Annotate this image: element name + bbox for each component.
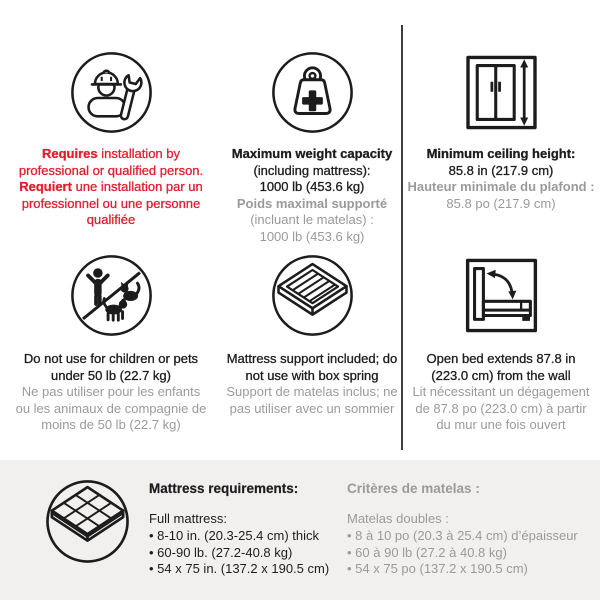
no-children-text-fr: moins de 50 lb (22.7 kg) [41,417,181,432]
ceiling-text-fr: 85.8 po (217.9 cm) [446,195,556,211]
no-children-text-en: Do not use for children or pets [23,351,199,366]
ceiling-text-en: Minimum ceiling height: [426,146,576,161]
open-bed-text-fr: de 87.8 po (223.0 cm) à partir [415,400,587,416]
mattress-support-text-en: Mattress support included; do [226,351,398,366]
installation-text-fr: qualifiée [86,212,136,227]
open-bed-text-en: (223.0 cm) from the wall [431,367,571,383]
mattress-icon [44,478,131,565]
spec-thickness-fr: • 8 à 10 po (20.3 à 25.4 cm) d’épaisseur [347,528,578,545]
mattress-support-text-en: not use with box spring [245,367,379,383]
spec-dimensions-en: • 54 x 75 in. (137.2 x 190.5 cm) [149,561,347,578]
installation-text-fr: professionnel ou une personne [21,195,201,211]
mattress-requirements-en [149,476,347,578]
vertical-divider [401,25,403,450]
section-open-bed [402,212,600,460]
mattress-requirements-columns [149,476,578,578]
weight-capacity-icon [270,50,355,135]
mattress-requirements-title: Mattress requirements: [149,481,299,496]
no-children-text-fr: Ne pas utiliser pour les enfants [21,384,201,399]
section-ceiling-height [402,0,600,212]
mattress-requirements-fr [347,476,578,578]
full-mattress-label: Full mattress: [149,511,228,526]
spec-weight-fr: • 60 à 90 lb (27.2 à 40.8 kg) [347,545,578,562]
max-weight-text-fr: (incluant le matelas) : [250,212,374,227]
mattress-support-text-fr: pas utiliser avec un sommier [229,400,395,416]
section-max-weight [222,0,402,244]
mattress-specs-list-fr [347,528,578,578]
no-children-pets-icon [69,253,154,338]
section-mattress-support [222,212,402,460]
spec-thickness-en: • 8-10 in. (20.3-25.4 cm) thick [149,528,347,545]
ceiling-height-icon [463,50,540,135]
section-no-children-pets [0,212,222,460]
spec-weight-en: • 60-90 lb. (27.2-40.8 kg) [149,545,347,562]
spec-dimensions-fr: • 54 x 75 po (137.2 x 190.5 cm) [347,561,578,578]
max-weight-text-fr: 1000 lb (453.6 kg) [259,228,365,244]
section-installation [0,0,222,227]
max-weight-text-fr: Poids maximal supporté [236,195,388,211]
mattress-requirements-band [0,460,600,600]
no-children-text-fr: ou les animaux de compagnie de [15,400,207,416]
open-bed-text-fr: du mur une fois ouvert [436,417,566,432]
open-bed-icon [463,253,540,338]
open-bed-text-fr: Lit nécessitant un dégagement [412,384,590,399]
mattress-requirements-title-fr: Critères de matelas : [347,481,480,496]
no-children-text-en: under 50 lb (22.7 kg) [51,367,171,383]
installation-text-fr: Requiert une installation par un [19,179,203,194]
installation-text-en: Requires installation by [41,146,181,161]
mattress-support-icon [270,253,355,338]
mattress-support-text-fr: Support de matelas inclus; ne [226,384,398,399]
ceiling-text-fr: Hauteur minimale du plafond : [407,179,595,194]
mattress-specs-list-en [149,528,347,578]
ceiling-text-en: 85.8 in (217.9 cm) [448,162,554,178]
full-mattress-label-fr: Matelas doubles : [347,511,449,526]
max-weight-text-en: Maximum weight capacity [231,146,393,161]
installation-text-en: professional or qualified person. [18,162,204,178]
max-weight-text-en: (including mattress): [253,162,371,178]
open-bed-text-en: Open bed extends 87.8 in [426,351,576,366]
installer-icon [69,50,154,135]
max-weight-text-en: 1000 lb (453.6 kg) [259,179,365,194]
